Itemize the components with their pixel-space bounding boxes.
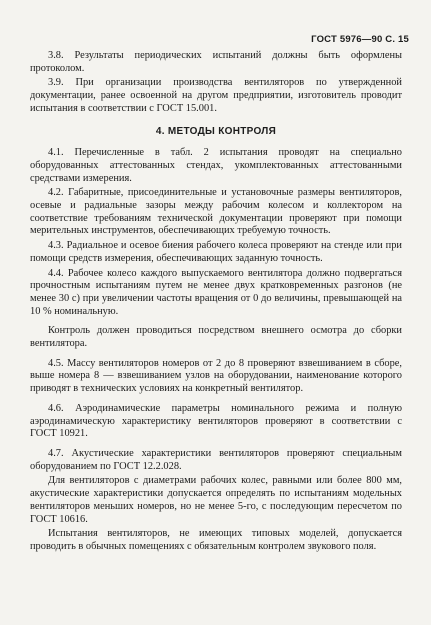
paragraph-3-8: 3.8. Результаты периодических испытаний должны быть оформлены протоколом.: [30, 50, 402, 74]
paragraph-acoustic-large: Для вентиляторов с диаметрами рабочих колес, равными или более 800 мм, акустические характеристики допускается определять по испытаниям модельных вентиляторов меньших номеров, но не менее 5-го, с последующим пересчетом по ГОСТ 10616.: [30, 475, 402, 525]
paragraph-4-5: 4.5. Массу вентиляторов номеров от 2 до 8 проверяют взвешиванием в сборе, выше номера 8 — взвешиванием узлов на оборудовании, наименование которого приводят в технических условиях на конкретный вентилятор.: [30, 357, 402, 395]
section-title: 4. МЕТОДЫ КОНТРОЛЯ: [155, 125, 277, 137]
document-body: [30, 50, 402, 556]
paragraph-4-6: 4.6. Аэродинамические параметры номинального режима и полную аэродинамическую характеристику вентиляторов проверяют в соответствии с ГОСТ 10921.: [30, 402, 402, 440]
paragraph-3-9: 3.9. При организации производства вентиляторов по утвержденной документации, ранее освоенной на другом предприятии, изготовитель проводит испытания в соответствии с ГОСТ 15.001.: [30, 77, 402, 114]
paragraph-4-2: 4.2. Габаритные, присоединительные и установочные размеры вентиляторов, осевые и радиальные зазоры между рабочим колесом и коллектором на соответствие требованиям технической документации проверяют при помощи мерительных инструментов, обеспечивающих требуемую точность.: [30, 187, 402, 237]
page-header: ГОСТ 5976—90 С. 15: [311, 34, 409, 45]
paragraph-4-4: 4.4. Рабочее колесо каждого выпускаемого вентилятора должно подвергаться прочностным испытаниям путем не менее двух кратковременных разгонов (не менее 30 с) при увеличении частоты вращения от 0 до величины, превышающей на 10 % номинальную.: [30, 267, 402, 317]
paragraph-4-1: 4.1. Перечисленные в табл. 2 испытания проводят на специально оборудованных аттестованных стендах, укомплектованных аттестованными средствами измерения.: [30, 147, 402, 184]
paragraph-4-3: 4.3. Радиальное и осевое биения рабочего колеса проверяют на стенде или при помощи средств измерения, обеспечивающих заданную точность.: [30, 240, 402, 264]
paragraph-control: Контроль должен проводиться посредством внешнего осмотра до сборки вентилятора.: [30, 325, 402, 350]
paragraph-4-7: 4.7. Акустические характеристики вентиляторов проверяют специальным оборудованием по ГОСТ 12.2.028.: [30, 447, 402, 472]
paragraph-acoustic-nontypical: Испытания вентиляторов, не имеющих типовых моделей, допускается проводить в обычных помещениях с обязательным контролем звукового поля.: [30, 528, 402, 552]
